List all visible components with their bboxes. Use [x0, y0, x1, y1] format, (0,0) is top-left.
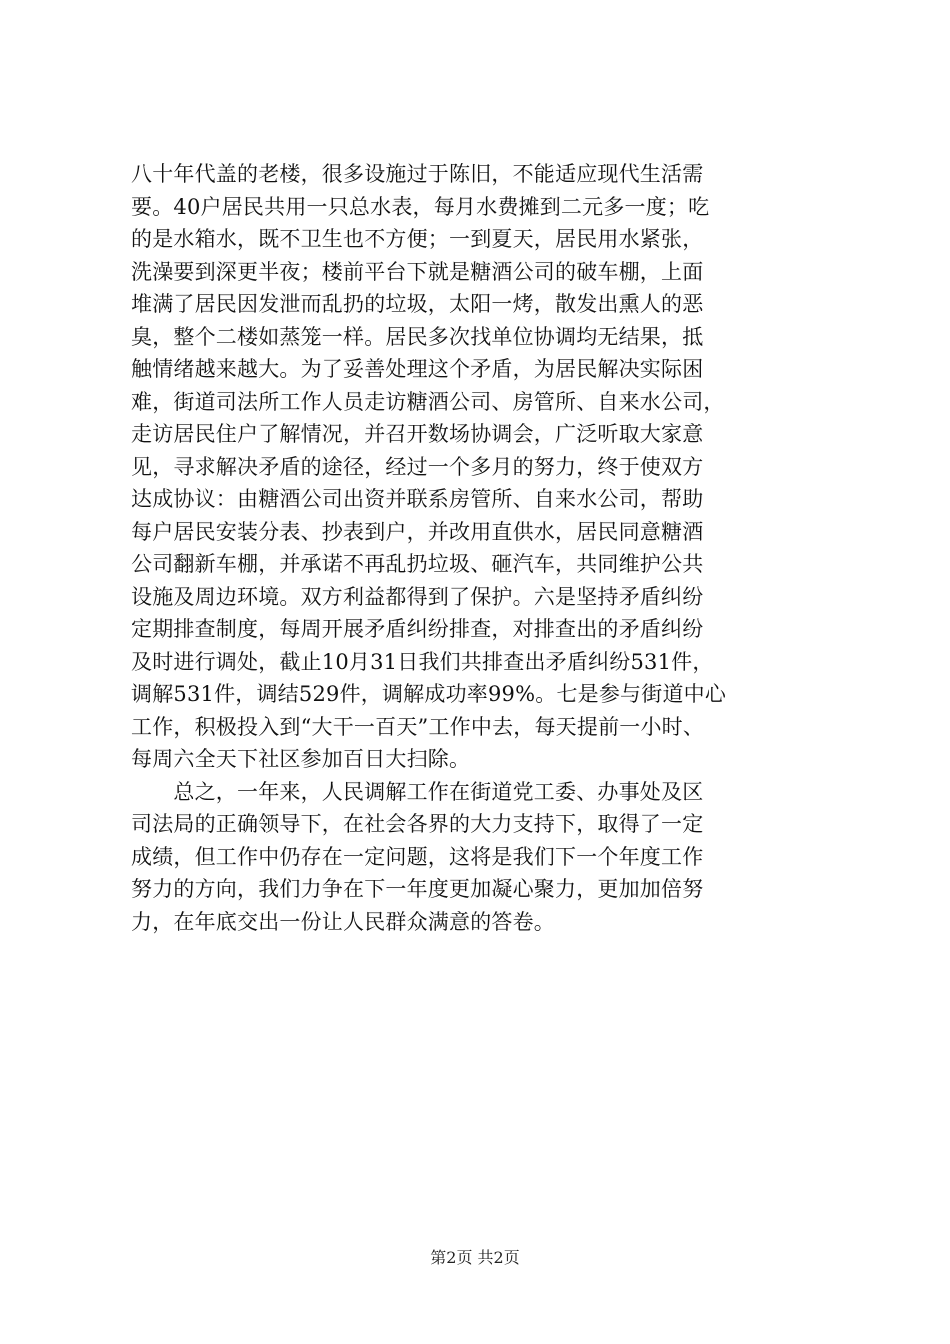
- text-line: 公司翻新车棚，并承诺不再乱扔垃圾、砸汽车，共同维护公共: [131, 552, 704, 576]
- text-line: 调解531件，调结529件，调解成功率99%。七是参与街道中心: [131, 682, 727, 706]
- text-line: 八十年代盖的老楼，很多设施过于陈旧，不能适应现代生活需: [131, 162, 704, 186]
- document-body: [131, 158, 836, 938]
- text-line: 司法局的正确领导下，在社会各界的大力支持下，取得了一定: [131, 812, 704, 836]
- text-line: 努力的方向，我们力争在下一年度更加凝心聚力，更加加倍努: [131, 877, 704, 901]
- text-line: 堆满了居民因发泄而乱扔的垃圾，太阳一烤，散发出熏人的恶: [131, 292, 704, 316]
- text-line: 达成协议：由糖酒公司出资并联系房管所、自来水公司，帮助: [131, 487, 704, 511]
- text-line: 走访居民住户了解情况，并召开数场协调会，广泛听取大家意: [131, 422, 704, 446]
- text-line: 成绩，但工作中仍存在一定问题，这将是我们下一个年度工作: [131, 844, 704, 869]
- text-line: 臭，整个二楼如蒸笼一样。居民多次找单位协调均无结果，抵: [131, 324, 704, 349]
- text-line: 难，街道司法所工作人员走访糖酒公司、房管所、自来水公司，: [131, 389, 725, 414]
- text-line: 工作，积极投入到“大干一百天”工作中去，每天提前一小时、: [131, 714, 705, 739]
- text-line: 力，在年底交出一份让人民群众满意的答卷。: [131, 909, 555, 934]
- text-line: 要。40户居民共用一只总水表，每月水费摊到二元多一度；吃: [131, 194, 710, 219]
- text-line: 洗澡要到深更半夜；楼前平台下就是糖酒公司的破车棚，上面: [131, 259, 704, 284]
- text-line: 见，寻求解决矛盾的途径，经过一个多月的努力，终于使双方: [131, 454, 704, 479]
- text-line: 设施及周边环境。双方利益都得到了保护。六是坚持矛盾纠纷: [131, 584, 704, 609]
- text-line: 的是水箱水，既不卫生也不方便；一到夏天，居民用水紧张，: [131, 227, 704, 251]
- text-line: 每户居民安装分表、抄表到户，并改用直供水，居民同意糖酒: [131, 519, 704, 544]
- page-number-footer: 第2页 共2页: [430, 1248, 520, 1267]
- text-line: 定期排查制度，每周开展矛盾纠纷排查，对排查出的矛盾纠纷: [131, 617, 704, 641]
- text-line: 每周六全天下社区参加百日大扫除。: [131, 747, 471, 771]
- text-line: 总之，一年来，人民调解工作在街道党工委、办事处及区: [131, 779, 704, 804]
- text-line: 及时进行调处，截止10月31日我们共排查出矛盾纠纷531件，: [131, 649, 714, 674]
- text-line: 触情绪越来越大。为了妥善处理这个矛盾，为居民解决实际困: [131, 357, 704, 381]
